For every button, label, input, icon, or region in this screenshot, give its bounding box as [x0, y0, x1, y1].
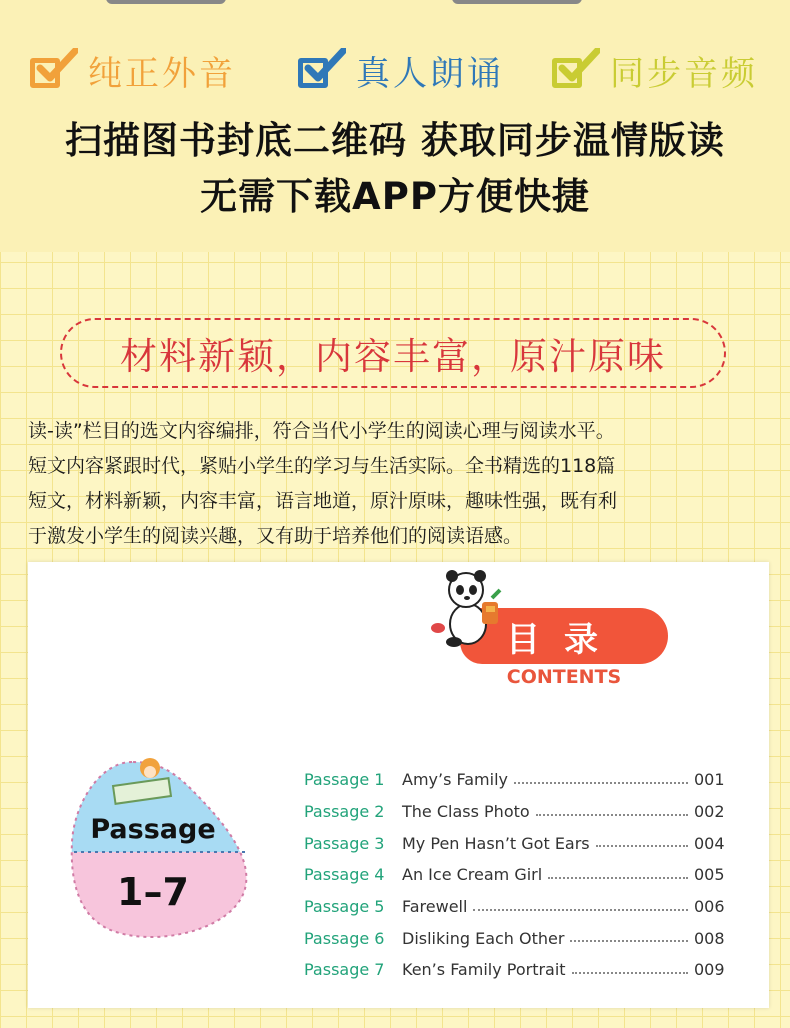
- panda-icon: [430, 566, 510, 650]
- toc-row[interactable]: [304, 859, 724, 891]
- feature-real-reading: [298, 46, 504, 94]
- toc-list: [304, 764, 724, 986]
- toc-title: Ken’s Family Portrait: [402, 960, 566, 980]
- feature-sync-audio: [552, 46, 758, 94]
- blob-label: Passage: [90, 814, 216, 845]
- description: [28, 414, 768, 554]
- toc-passage-number: Passage 7: [304, 960, 385, 980]
- toc-row[interactable]: [304, 954, 724, 986]
- slogan-banner: 材料新颖，内容丰富，原汁原味: [60, 318, 726, 388]
- description-line: 读-读”栏目的选文内容编排，符合当代小学生的阅读心理与阅读水平。: [28, 420, 615, 442]
- toc-title: My Pen Hasn’t Got Ears: [402, 833, 590, 853]
- headline-line-2: 无需下载APP方便快捷: [200, 175, 590, 218]
- toc-page: 001: [694, 770, 725, 790]
- blob-range: 1–7: [117, 870, 189, 914]
- toc-leader: [596, 845, 688, 847]
- checkbox-icon: [298, 48, 342, 92]
- cropped-shape: [452, 0, 582, 4]
- toc-title: Disliking Each Other: [402, 928, 565, 948]
- toc-passage-number: Passage 2: [304, 802, 385, 822]
- toc-row[interactable]: [304, 764, 724, 796]
- toc-leader: [536, 814, 688, 816]
- toc-leader: [473, 909, 688, 911]
- toc-title: The Class Photo: [402, 802, 530, 822]
- description-line: 于激发小学生的阅读兴趣，又有助于培养他们的阅读语感。: [28, 525, 523, 547]
- feature-label: 真人朗诵: [356, 53, 504, 94]
- toc-page: 009: [694, 960, 725, 980]
- checkbox-icon: [552, 48, 596, 92]
- cropped-shape: [106, 0, 226, 4]
- toc-passage-number: Passage 5: [304, 897, 385, 917]
- contents-title: 目录: [460, 608, 668, 664]
- toc-leader: [570, 940, 688, 942]
- toc-title: An Ice Cream Girl: [402, 865, 543, 885]
- toc-title: Farewell: [402, 897, 468, 917]
- toc-passage-number: Passage 6: [304, 928, 385, 948]
- feature-label: 纯正外音: [88, 53, 236, 94]
- toc-page: 008: [694, 928, 725, 948]
- toc-leader: [548, 877, 688, 879]
- toc-passage-number: Passage 3: [304, 833, 385, 853]
- toc-page: 002: [694, 802, 725, 822]
- toc-passage-number: Passage 4: [304, 865, 385, 885]
- toc-title: Amy’s Family: [402, 770, 508, 790]
- toc-row[interactable]: [304, 891, 724, 923]
- feature-pure-accent: [30, 46, 236, 94]
- toc-row[interactable]: [304, 796, 724, 828]
- feature-label: 同步音频: [610, 53, 758, 94]
- toc-row[interactable]: [304, 827, 724, 859]
- checkbox-icon: [30, 48, 74, 92]
- description-line: 短文内容紧跟时代，紧贴小学生的学习与生活实际。全书精选的118篇: [28, 455, 616, 477]
- contents-subtitle: CONTENTS: [506, 666, 622, 688]
- headline-line-1: 扫描图书封底二维码 获取同步温情版读: [65, 119, 725, 162]
- toc-passage-number: Passage 1: [304, 770, 385, 790]
- description-line: 短文，材料新颖，内容丰富，语言地道，原汁原味，趣味性强，既有利: [28, 490, 618, 512]
- toc-row[interactable]: [304, 922, 724, 954]
- contents-card: [28, 562, 769, 1008]
- toc-leader: [572, 972, 688, 974]
- toc-page: 005: [694, 865, 725, 885]
- toc-page: 006: [694, 897, 725, 917]
- toc-page: 004: [694, 833, 725, 853]
- toc-leader: [514, 782, 688, 784]
